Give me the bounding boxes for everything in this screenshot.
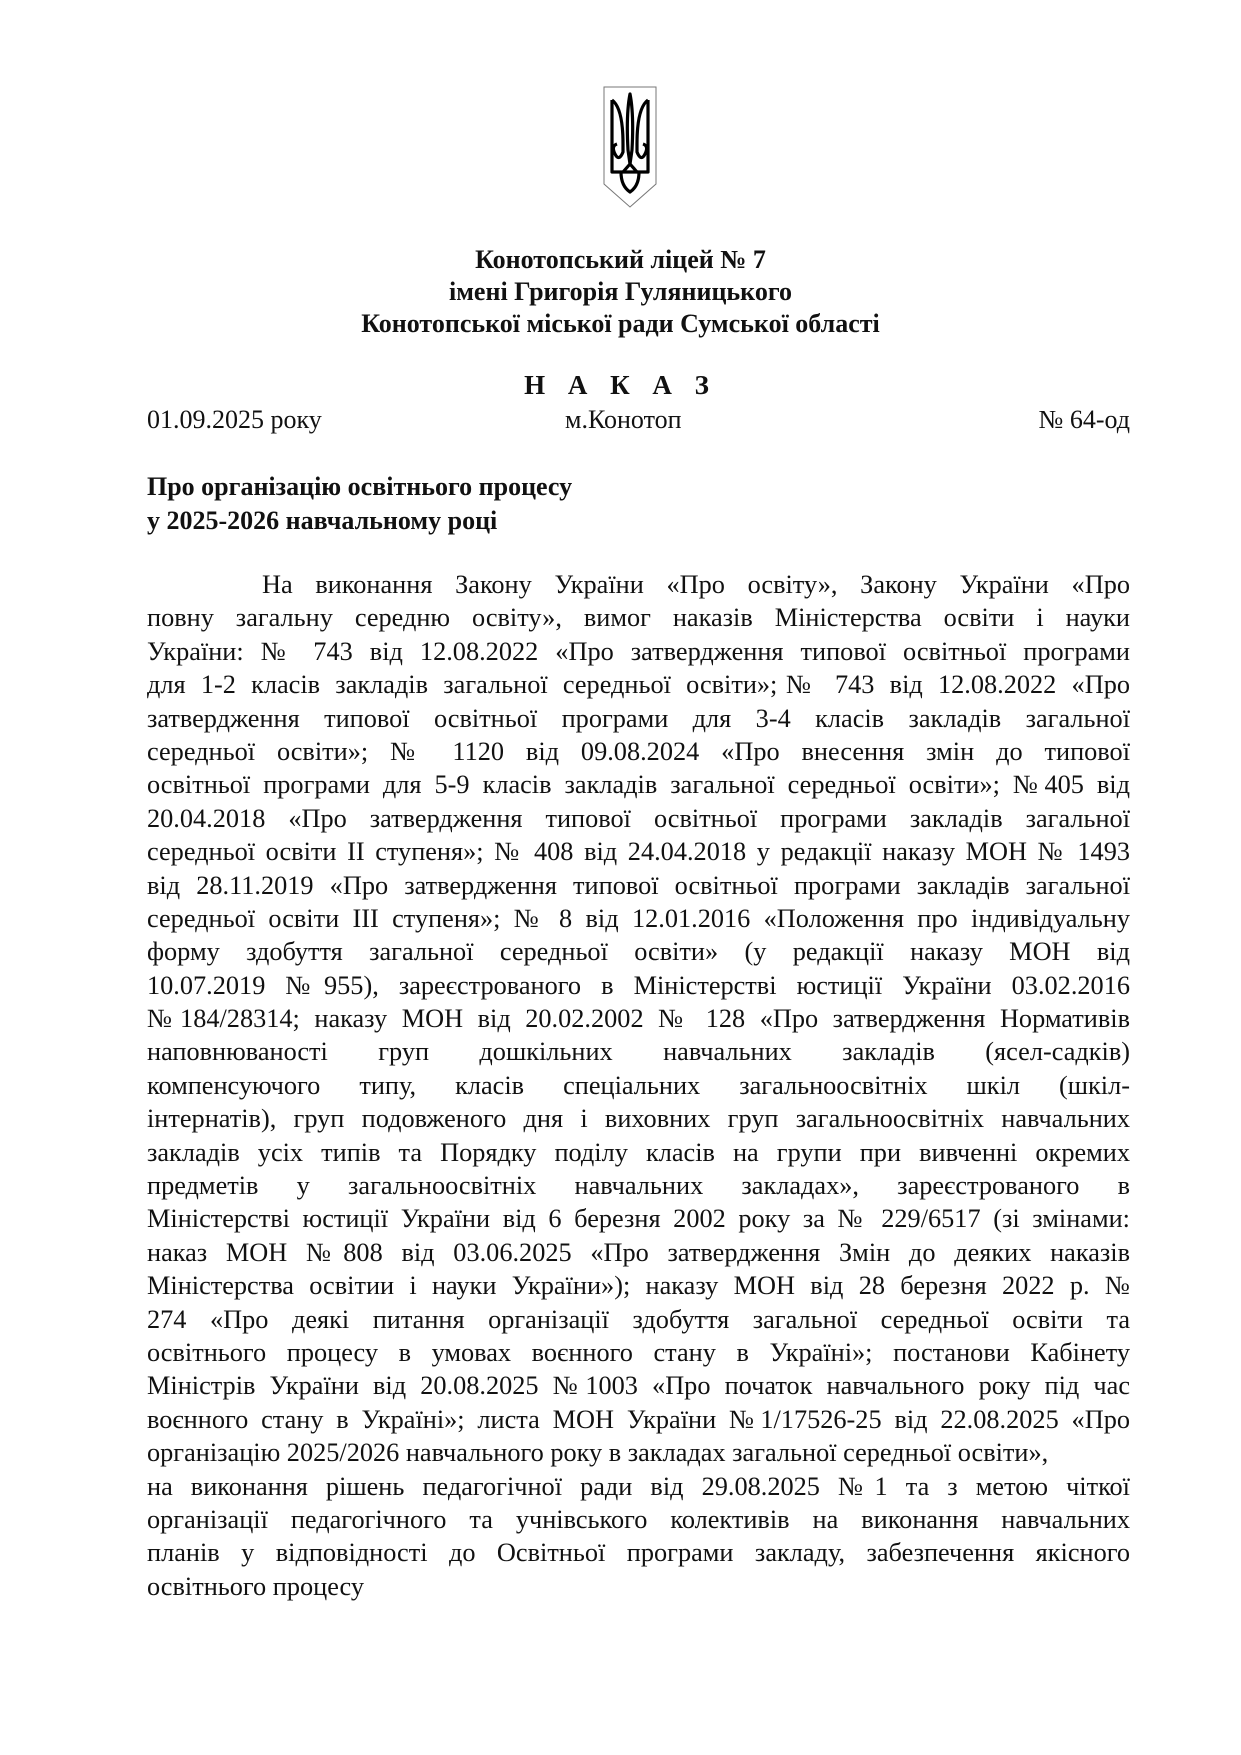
document-type-title: Н А К А З: [524, 370, 717, 400]
body-line: №184/28314; наказу МОН від 20.02.2002 № 128 «Про затвердження Нормативів: [147, 1004, 1130, 1034]
body-line: від 28.11.2019 «Про затвердження типової освітньої програми закладів загальної: [147, 870, 1130, 900]
body-line: 274 «Про деякі питання організації здобуття загальної середньої освіти та: [147, 1304, 1130, 1334]
body-line: середньої освіти»; № 1120 від 09.08.2024 «Про внесення змін до типової: [147, 736, 1130, 766]
body-line: предметів у загальноосвітніх навчальних закладах», зареєстрованого в: [147, 1171, 1130, 1201]
body-line: воєнного стану в Україні»; листа МОН України №1/17526-25 від 22.08.2025 «Про: [147, 1404, 1130, 1434]
body-line: середньої освіти ІІІ ступеня»; № 8 від 12.01.2016 «Положення про індивідуальну: [147, 903, 1130, 933]
body-line: освітнього процесу в умовах воєнного стану в Україні»; постанови Кабінету: [147, 1337, 1130, 1367]
body-line: організації педагогічного та учнівського колективів на виконання навчальних: [147, 1504, 1130, 1534]
body-line: Міністрів України від 20.08.2025 №1003 «Про початок навчального року під час: [147, 1371, 1130, 1401]
institution-name-line: імені Григорія Гуляницького: [449, 277, 792, 306]
document-place: м.Конотоп: [565, 405, 682, 434]
body-line: закладів усіх типів та Порядку поділу класів на групи при вивченні окремих: [147, 1137, 1130, 1167]
document-body: [147, 568, 1130, 1603]
body-line: На виконання Закону України «Про освіту», Закону України «Про: [262, 570, 1130, 599]
body-line: на виконання рішень педагогічної ради від 29.08.2025 №1 та з метою чіткої: [147, 1471, 1130, 1501]
document-date: 01.09.2025 року: [147, 405, 322, 434]
body-line: наповнюваності груп дошкільних навчальних закладів (ясел-садків): [147, 1037, 1130, 1067]
body-line: наказ МОН №808 від 03.06.2025 «Про затвердження Змін до деяких наказів: [147, 1237, 1130, 1267]
body-line: середньої освіти ІІ ступеня»; № 408 від 24.04.2018 у редакції наказу МОН № 1493: [147, 837, 1130, 867]
body-line: освітнього процесу: [147, 1571, 365, 1601]
document-subject: [147, 470, 572, 538]
body-line: України: № 743 від 12.08.2022 «Про затвердження типової освітньої програми: [147, 636, 1130, 666]
institution-name-line: Конотопської міської ради Сумської області: [361, 309, 880, 338]
body-line: освітньої програми для 5-9 класів закладів загальної середньої освіти»; №405 від: [147, 770, 1130, 800]
body-line: Міністерства освітии і науки України»); наказу МОН від 28 березня 2022 р. №: [147, 1271, 1130, 1301]
body-line: затвердження типової освітньої програми для 3-4 класів закладів загальної: [147, 703, 1130, 733]
document-number: № 64-од: [1038, 405, 1130, 434]
subject-line: у 2025-2026 навчальному році: [147, 506, 498, 535]
body-line: планів у відповідності до Освітньої програми закладу, забезпечення якісного: [147, 1538, 1130, 1568]
subject-line: Про організацію освітнього процесу: [147, 472, 573, 501]
institution-header: [0, 244, 1241, 340]
body-line: компенсуючого типу, класів спеціальних загальноосвітніх шкіл (шкіл-: [147, 1070, 1130, 1100]
body-line: повну загальну середню освіту», вимог наказів Міністерства освіти і науки: [147, 603, 1130, 633]
body-line: для 1-2 класів закладів загальної середньої освіти»;№ 743 від 12.08.2022 «Про: [147, 670, 1130, 700]
ukraine-coat-of-arms-trident-icon: [603, 86, 657, 208]
institution-name-line: Конотопський ліцей № 7: [475, 245, 766, 274]
body-line: 10.07.2019 №955), зареєстрованого в Міністерстві юстиції України 03.02.2016: [147, 970, 1130, 1000]
body-line: Міністерстві юстиції України від 6 березня 2002 року за № 229/6517 (зі змінами:: [147, 1204, 1130, 1234]
document-meta-row: [147, 404, 1130, 436]
body-line: 20.04.2018 «Про затвердження типової освітньої програми закладів загальної: [147, 803, 1130, 833]
body-line: організацію 2025/2026 навчального року в закладах загальної середньої освіти»,: [147, 1438, 1049, 1468]
body-line: інтернатів), груп подовженого дня і виховних груп загальноосвітніх навчальних: [147, 1104, 1130, 1134]
body-line: форму здобуття загальної середньої освіти» (у редакції наказу МОН від: [147, 937, 1130, 967]
